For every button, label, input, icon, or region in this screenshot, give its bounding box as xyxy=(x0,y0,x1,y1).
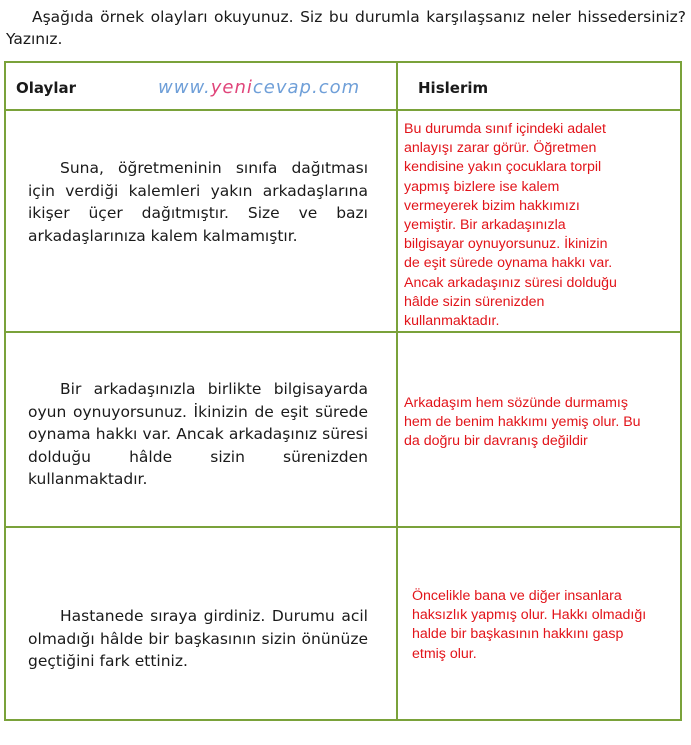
event-text-1: Suna, öğretmeninin sınıfa dağıtması için verdiği kalemleri yakın arkadaşlarına ikişer üçer dağıtmıştır. Size ve bazı arkadaşlarınıza kalem kalmamıştır. xyxy=(28,159,368,245)
row-divider xyxy=(6,331,680,333)
instruction-text: Aşağıda örnek olayları okuyunuz. Siz bu durumla karşılaşsanız neler hissedersiniz? Yazınız. xyxy=(6,8,686,48)
header-feelings: Hislerim xyxy=(418,79,489,97)
feeling-text-3: Öncelikle bana ve diğer insanlara haksızlık yapmış olur. Hakkı olmadığı halde bir başkasının hakkını gasp etmiş olur. xyxy=(412,588,647,662)
header-events: Olaylar xyxy=(16,79,76,97)
feeling-text-2: Arkadaşım hem sözünde durmamış hem de benim hakkımı yemiş olur. Bu da doğru bir davranış değildir xyxy=(404,395,641,450)
watermark-logo: www.yenicevap.com xyxy=(158,77,361,98)
row-divider xyxy=(6,526,680,528)
column-divider xyxy=(396,63,398,719)
event-text-3: Hastanede sıraya girdiniz. Durumu acil olmadığı hâlde bir başkasının sizin önünüze geçtiğini fark ettiniz. xyxy=(28,607,368,670)
event-text-2: Bir arkadaşınızla birlikte bilgisayarda oyun oynuyorsunuz. İkinizin de eşit sürede oynama hakkı var. Ancak arkadaşınız süresi dolduğu hâlde sizin sürenizden kullanmaktadır. xyxy=(28,380,368,488)
feeling-text-1: Bu durumda sınıf içindeki adalet anlayışı zarar görür. Öğretmen kendisine yakın çocuklara torpil yapmış bizlere ise kalem vermeyerek bizim hakkımızı yemiştir. Bir arkadaşınızla bilgisayar oynuyorsunuz. İkinizin de eşit sürede oynama hakkı var. Ancak arkadaşınız süresi dolduğu hâlde sizin sürenizden kullanmaktadır. xyxy=(404,121,617,330)
header-divider xyxy=(6,109,680,111)
events-table xyxy=(4,61,682,721)
